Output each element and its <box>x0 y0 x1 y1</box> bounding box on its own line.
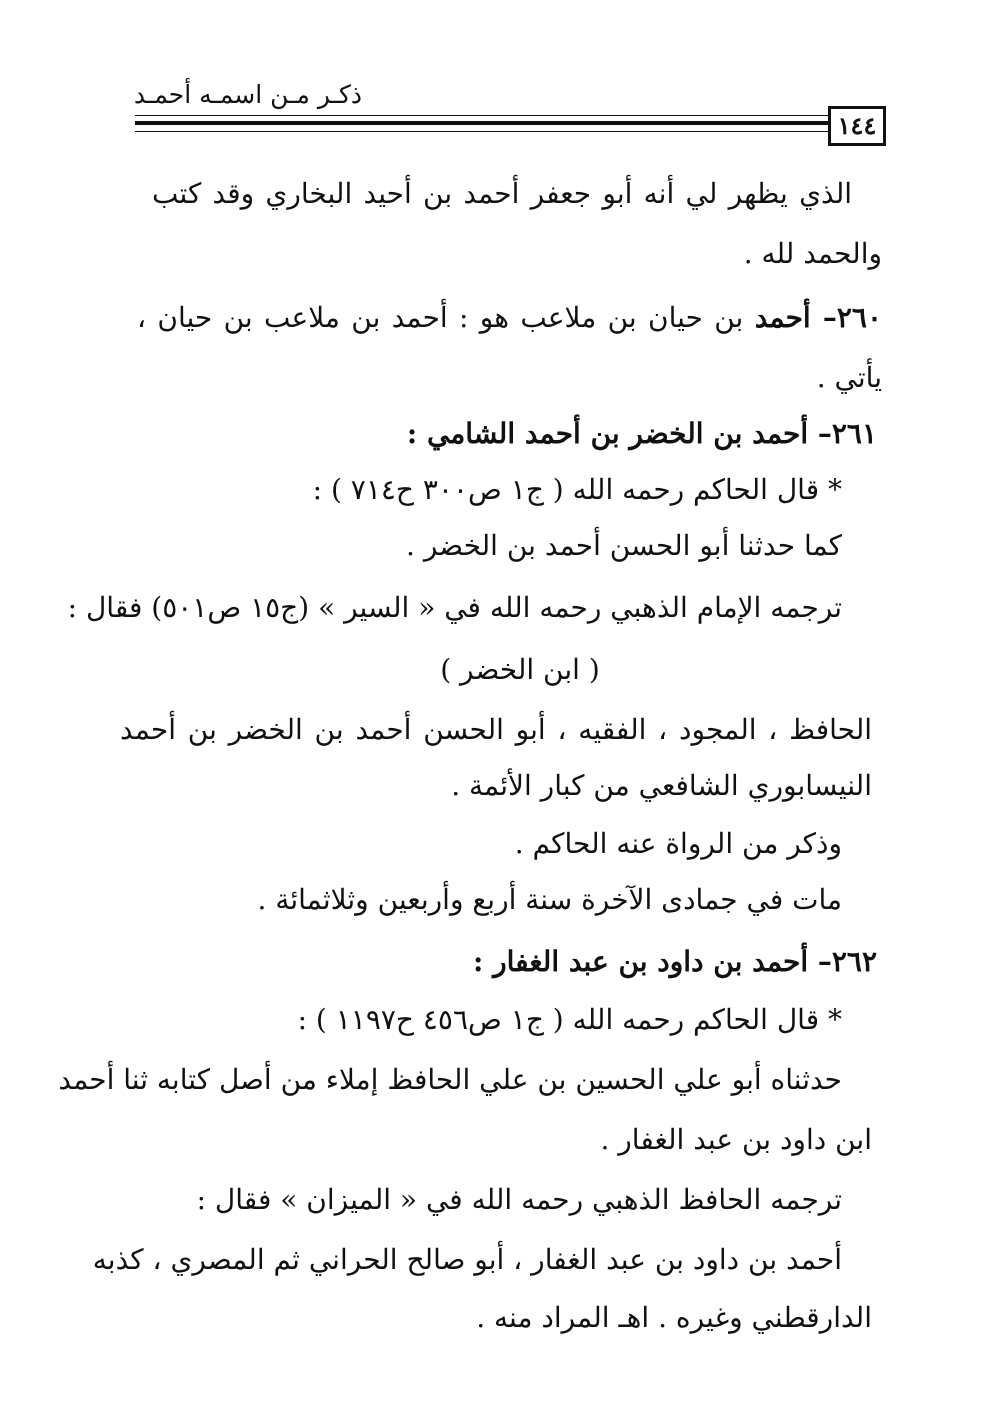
text-line-17: ابن داود بن عبد الغفار . <box>600 1123 872 1156</box>
entry-260-text: بن حيان بن ملاعب هو : أحمد بن ملاعب بن حيان ، <box>137 301 744 334</box>
biography-title: ( ابن الخضر ) <box>440 653 600 686</box>
page-number: ١٤٤ <box>828 106 886 146</box>
text-line-4: يأتي . <box>816 361 882 394</box>
text-line-18: ترجمه الحافظ الذهبي رحمه الله في « الميزان » فقال : <box>196 1183 842 1216</box>
header-rule-top <box>135 115 830 116</box>
entry-262-heading: ٢٦٢– أحمد بن داود بن عبد الغفار : <box>472 945 877 978</box>
text-line-16: حدثناه أبو علي الحسين بن علي الحافظ إملاء من أصل كتابه ثنا أحمد <box>58 1063 842 1096</box>
text-line-1: الذي يظهر لي أنه أبو جعفر أحمد بن أحيد البخاري وقد كتب <box>152 177 852 210</box>
header-rule-thick <box>135 121 830 125</box>
text-line-8: ترجمه الإمام الذهبي رحمه الله في « السير » (ج١٥ ص٥٠١) فقال : <box>67 591 842 624</box>
text-line-13: مات في جمادى الآخرة سنة أربع وأربعين وثلاثمائة . <box>257 883 842 916</box>
header-rule-bottom <box>135 131 830 132</box>
text-line-7: كما حدثنا أبو الحسن أحمد بن الخضر . <box>406 529 842 562</box>
text-line-20: الدارقطني وغيره . اهـ المراد منه . <box>476 1301 872 1334</box>
text-line-12: وذكر من الرواة عنه الحاكم . <box>514 827 842 860</box>
entry-261-heading: ٢٦١– أحمد بن الخضر بن أحمد الشامي : <box>406 417 877 450</box>
text-line-6: * قال الحاكم رحمه الله ( ج١ ص٣٠٠ ح٧١٤ ) : <box>312 473 842 506</box>
text-line-2: والحمد لله . <box>743 237 882 270</box>
text-line-15: * قال الحاكم رحمه الله ( ج١ ص٤٥٦ ح١١٩٧ ) : <box>297 1003 842 1036</box>
entry-260-number: ٢٦٠– أحمد <box>754 301 882 334</box>
entry-260-line <box>137 296 882 340</box>
text-line-19: أحمد بن داود بن عبد الغفار ، أبو صالح الحراني ثم المصري ، كذبه <box>92 1243 842 1276</box>
text-line-10: الحافظ ، المجود ، الفقيه ، أبو الحسن أحمد بن الخضر بن أحمد <box>120 713 872 746</box>
text-line-11: النيسابوري الشافعي من كبار الأئمة . <box>451 769 872 802</box>
running-header-title: ذكـر مـن اسمـه أحمـد <box>133 80 362 109</box>
